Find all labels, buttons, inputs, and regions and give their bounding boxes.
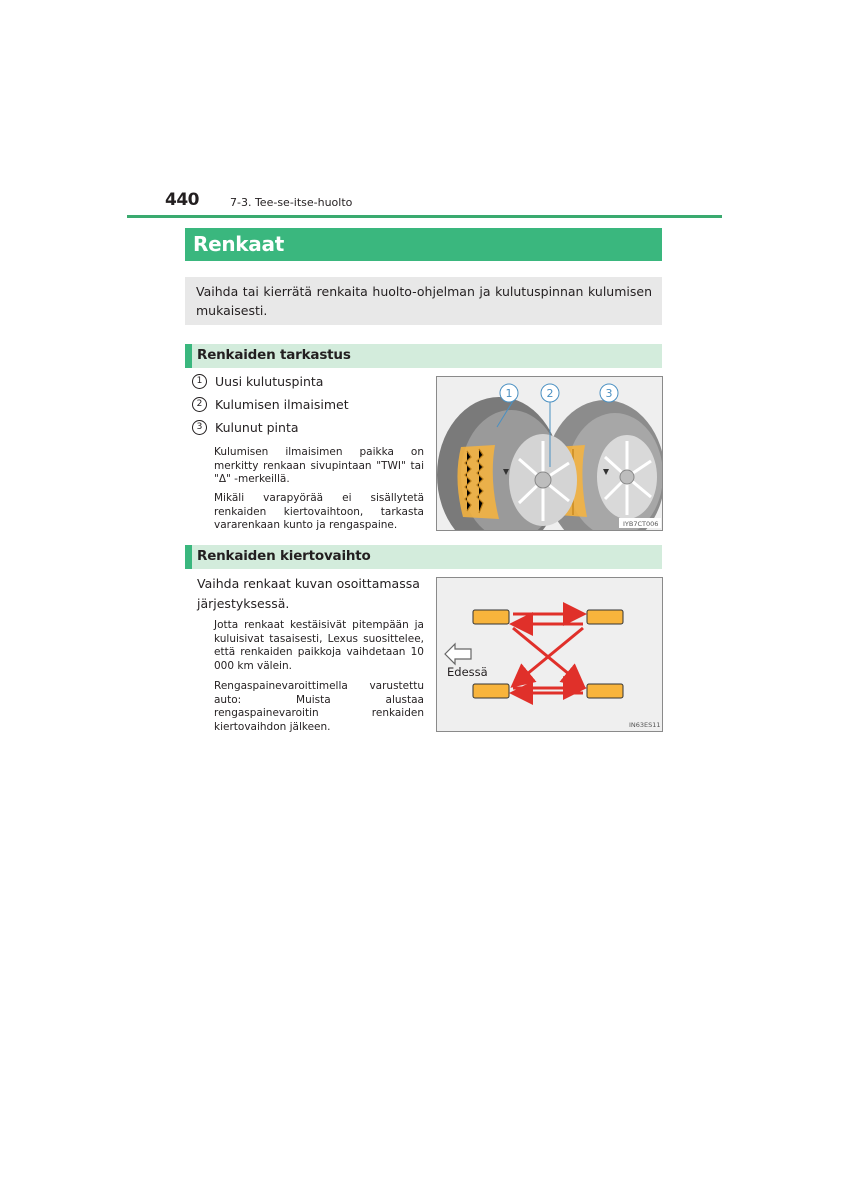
intro-text: Vaihda tai kierrätä renkaita huolto-ohjelman ja kulutuspinnan kulumisen mukaisesti. (196, 284, 652, 318)
tire-rotation-figure (436, 577, 663, 732)
front-label: Edessä (447, 665, 488, 679)
page-number: 440 (165, 190, 199, 210)
tire-wear-figure (436, 376, 663, 531)
list-item-label: Kulunut pinta (215, 420, 299, 435)
number-3-icon: 3 (192, 420, 207, 435)
tire-rotation-diagram (437, 578, 662, 731)
number-2-icon: 2 (192, 397, 207, 412)
list-item-label: Kulumisen ilmaisimet (215, 397, 349, 412)
front-left-tire (473, 610, 509, 624)
list-item (192, 397, 349, 412)
rotation-note-tpms: Rengaspainevaroittimella varustettu auto: Muista alustaa rengaspainevaroitin renkaiden kiertovaihdon jälkeen. (214, 680, 424, 733)
inspection-note-twi: Kulumisen ilmaisimen paikka on merkitty renkaan sivupintaan "TWI" tai "Δ" -merkeillä. (214, 446, 424, 485)
tire-wear-illustration (437, 377, 662, 530)
list-item-label: Uusi kulutuspinta (215, 374, 324, 389)
rotation-note-interval: Jotta renkaat kestäisivät pitempään ja kuluisivat tasaisesti, Lexus suosittelee, että renkaiden paikkoja vaihdetaan 10 000 km välein. (214, 619, 424, 672)
list-item (192, 374, 323, 389)
header-divider (127, 215, 722, 218)
callout-3-label: 3 (605, 387, 613, 400)
list-item (192, 420, 299, 435)
rotation-heading: Renkaiden kiertovaihto (197, 548, 371, 564)
rear-right-tire (587, 684, 623, 698)
heading-accent (185, 545, 192, 569)
number-1-icon: 1 (192, 374, 207, 389)
front-right-tire (587, 610, 623, 624)
inspection-note-spare: Mikäli varapyörää ei sisällytetä renkaiden kiertovaihtoon, tarkasta vararenkaan kunto ja rengaspaine. (214, 492, 424, 531)
section-reference: 7-3. Tee-se-itse-huolto (230, 196, 353, 209)
inspection-heading: Renkaiden tarkastus (197, 347, 351, 363)
heading-accent (185, 344, 192, 368)
figure-code: IN63ES11 (629, 721, 661, 729)
rear-left-tire (473, 684, 509, 698)
callout-1-label: 1 (505, 387, 513, 400)
figure-code: IYB7CT006 (623, 520, 659, 528)
callout-2-label: 2 (546, 387, 554, 400)
rotation-lead: Vaihda renkaat kuvan osoittamassa järjestyksessä. (197, 576, 420, 611)
page-title: Renkaat (193, 232, 284, 256)
